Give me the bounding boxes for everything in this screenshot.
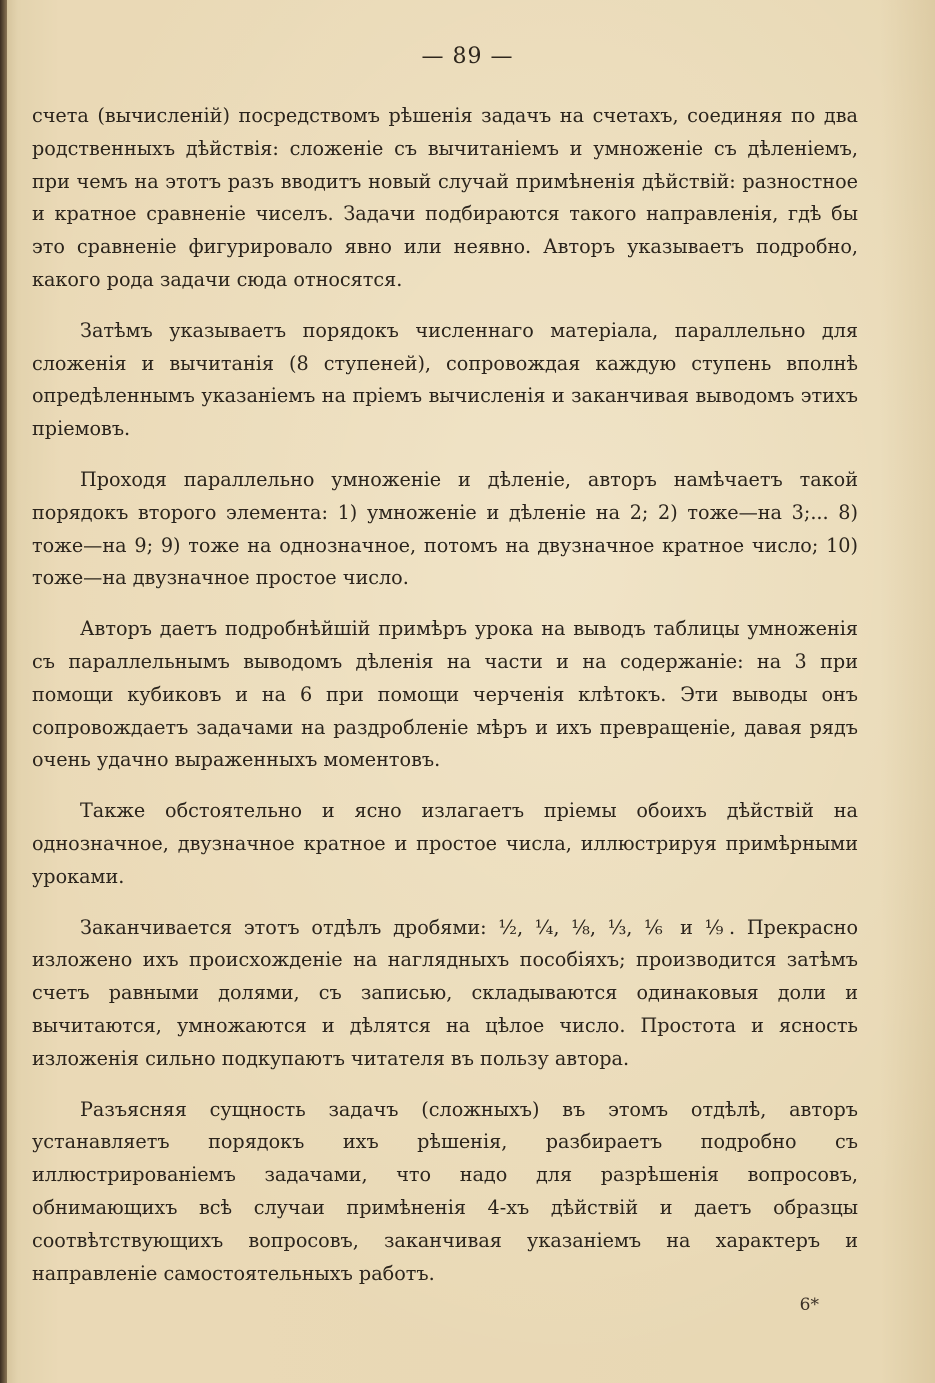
paragraph-6: Заканчивается этотъ отдѣлъ дробями: ½, ¼, ⅛, ⅓, ⅙ и ⅑. Прекрасно изложено ихъ происхожденіе на наглядныхъ пособіяхъ; производится затѣмъ счетъ равными долями, съ записью, складываются одинаковыя доли и вычитаются, умножаются и дѣлятся на цѣлое число. Простота и ясность изложенія сильно подкупаютъ читателя въ пользу автора. bbox=[32, 915, 858, 1070]
paragraph-4: Авторъ даетъ подробнѣйшій примѣръ урока на выводъ таблицы умноженія съ параллельнымъ выводомъ дѣленія на части и на содержаніе: на 3 при помощи кубиковъ и на 6 при помощи черченія клѣтокъ. Эти выводы онъ сопровождаетъ задачами на раздробленіе мѣръ и ихъ превращеніе, давая рядъ очень удачно выраженныхъ моментовъ. bbox=[32, 617, 858, 772]
printer-signature-mark: 6* bbox=[799, 1295, 819, 1315]
paragraph-3: Проходя параллельно умноженіе и дѣленіе, авторъ намѣчаетъ такой порядокъ второго элемента: 1) умноженіе и дѣленіе на 2; 2) тоже—на 3;... 8) тоже—на 9; 9) тоже на однозначное, потомъ на двузначное кратное число; 10) тоже—на двузначное простое число. bbox=[32, 467, 858, 590]
page-binding-edge bbox=[0, 0, 7, 1383]
paragraph-1: счета (вычисленій) посредствомъ рѣшенія задачъ на счетахъ, соединяя по два родственныхъ дѣйствія: сложеніе съ вычитаніемъ и умноженіе съ дѣленіемъ, при чемъ на этотъ разъ вводитъ новый случай примѣненія дѣйствій: разностное и кратное сравненіе чиселъ. Задачи подбираются такого направленія, гдѣ бы это сравненіе фигурировало явно или неявно. Авторъ указываетъ подробно, какого рода задачи сюда относятся. bbox=[32, 104, 858, 291]
paragraph-5: Также обстоятельно и ясно излагаетъ пріемы обоихъ дѣйствій на однозначное, двузначное кратное и простое числа, иллюстрируя примѣрными уроками. bbox=[32, 799, 858, 888]
page-body bbox=[32, 100, 858, 1308]
page-number: — 89 — bbox=[421, 44, 514, 69]
paragraph-2: Затѣмъ указываетъ порядокъ численнаго матеріала, параллельно для сложенія и вычитанія (8 ступеней), сопровождая каждую ступень вполнѣ опредѣленнымъ указаніемъ на пріемъ вычисленія и заканчивая выводомъ этихъ пріемовъ. bbox=[32, 318, 858, 441]
paragraph-7: Разъясняя сущность задачъ (сложныхъ) въ этомъ отдѣлѣ, авторъ устанавляетъ порядокъ ихъ рѣшенія, разбираетъ подробно съ иллюстрированіемъ задачами, что надо для разрѣшенія вопросовъ, обнимающихъ всѣ случаи примѣненія 4-хъ дѣйствій и даетъ образцы соотвѣтствующихъ вопросовъ, заканчивая указаніемъ на характеръ и направленіе самостоятельныхъ работъ. bbox=[32, 1097, 858, 1285]
